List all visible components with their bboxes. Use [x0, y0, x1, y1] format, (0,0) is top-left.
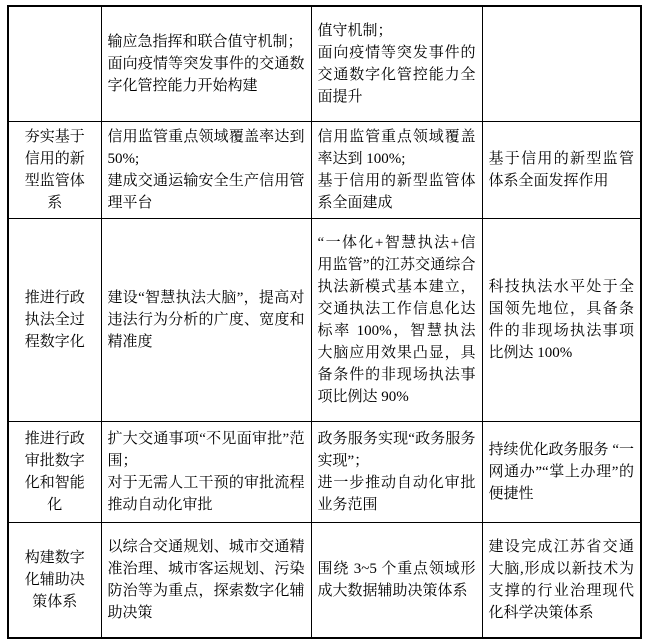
milestone-cell — [482, 218, 641, 421]
milestone-cell — [482, 6, 641, 121]
table-row — [8, 6, 641, 121]
cell-paragraph: 构建数字化辅助决策体系 — [24, 549, 85, 610]
cell-paragraph: 基于信用的新型监管体系全面发挥作用 — [488, 150, 634, 189]
milestone-cell — [101, 421, 311, 522]
cell-paragraph: 持续优化政务服务 “一网通办”“掌上办理”的便捷性 — [488, 441, 634, 502]
cell-paragraph: 扩大交通事项“不见面审批”范围； — [107, 430, 305, 469]
cell-paragraph: 推进行政审批数字化和智能化 — [24, 430, 85, 513]
cell-paragraph: 信用监管重点领域覆盖率达到 50%; — [107, 128, 305, 167]
cell-paragraph: 信用监管重点领域覆盖率达到 100%; — [317, 128, 476, 167]
cell-paragraph: 基于信用的新型监管体系全面建成 — [317, 172, 476, 211]
cell-paragraph: 面向疫情等突发事件的交通数字化管控能力开始构建 — [107, 55, 305, 94]
category-cell — [8, 6, 101, 121]
category-cell — [8, 522, 101, 638]
cell-paragraph: 夯实基于信用的新型监管体系 — [24, 128, 85, 211]
milestone-cell — [101, 6, 311, 121]
cell-paragraph: 政务服务实现“政务服务实现”； — [317, 430, 476, 469]
cell-paragraph: 进一步推动自动化审批业务范围 — [317, 474, 476, 513]
category-cell — [8, 421, 101, 522]
milestone-cell — [101, 121, 311, 218]
milestone-cell — [101, 522, 311, 638]
cell-paragraph: 科技执法水平处于全国领先地位，具备条件的非现场执法事项比例达 100% — [488, 278, 634, 361]
cell-paragraph: 面向疫情等突发事件的交通数字化管控能力全面提升 — [317, 44, 476, 105]
cell-paragraph: 输应急指挥和联合值守机制； — [107, 33, 303, 50]
milestone-cell — [482, 421, 641, 522]
table-row — [8, 522, 641, 638]
cell-paragraph: 建成交通运输安全生产信用管理平台 — [107, 172, 305, 211]
plan-milestones-table — [7, 5, 642, 639]
table-row — [8, 421, 641, 522]
table-row — [8, 218, 641, 421]
milestone-cell — [311, 6, 482, 121]
table-row — [8, 121, 641, 218]
milestone-cell — [311, 421, 482, 522]
document-table-container — [7, 5, 642, 639]
cell-paragraph: 值守机制； — [317, 22, 393, 39]
cell-paragraph: 对于无需人工干预的审批流程推动自动化审批 — [107, 474, 305, 513]
milestone-cell — [311, 522, 482, 638]
cell-paragraph: 推进行政执法全过程数字化 — [24, 289, 85, 350]
milestone-cell — [482, 121, 641, 218]
category-cell — [8, 121, 101, 218]
cell-paragraph: 建设“智慧执法大脑”，提高对违法行为分析的广度、宽度和精准度 — [107, 289, 305, 350]
milestone-cell — [311, 121, 482, 218]
category-cell — [8, 218, 101, 421]
cell-paragraph: 围绕 3~5 个重点领域形成大数据辅助决策体系 — [317, 560, 476, 599]
milestone-cell — [311, 218, 482, 421]
cell-paragraph: “一体化+智慧执法+信用监管”的江苏交通综合执法新模式基本建立，交通执法工作信息化达标率 100%，智慧执法大脑应用效果凸显，具备条件的非现场执法事项比例达 90% — [317, 234, 476, 405]
milestone-cell — [482, 522, 641, 638]
cell-paragraph: 以综合交通规划、城市交通精准治理、城市客运规划、污染防治等为重点，探索数字化辅助决策 — [107, 538, 305, 621]
milestone-cell — [101, 218, 311, 421]
cell-paragraph: 建设完成江苏省交通大脑,形成以新技术为支撑的行业治理现代化科学决策体系 — [488, 538, 634, 621]
